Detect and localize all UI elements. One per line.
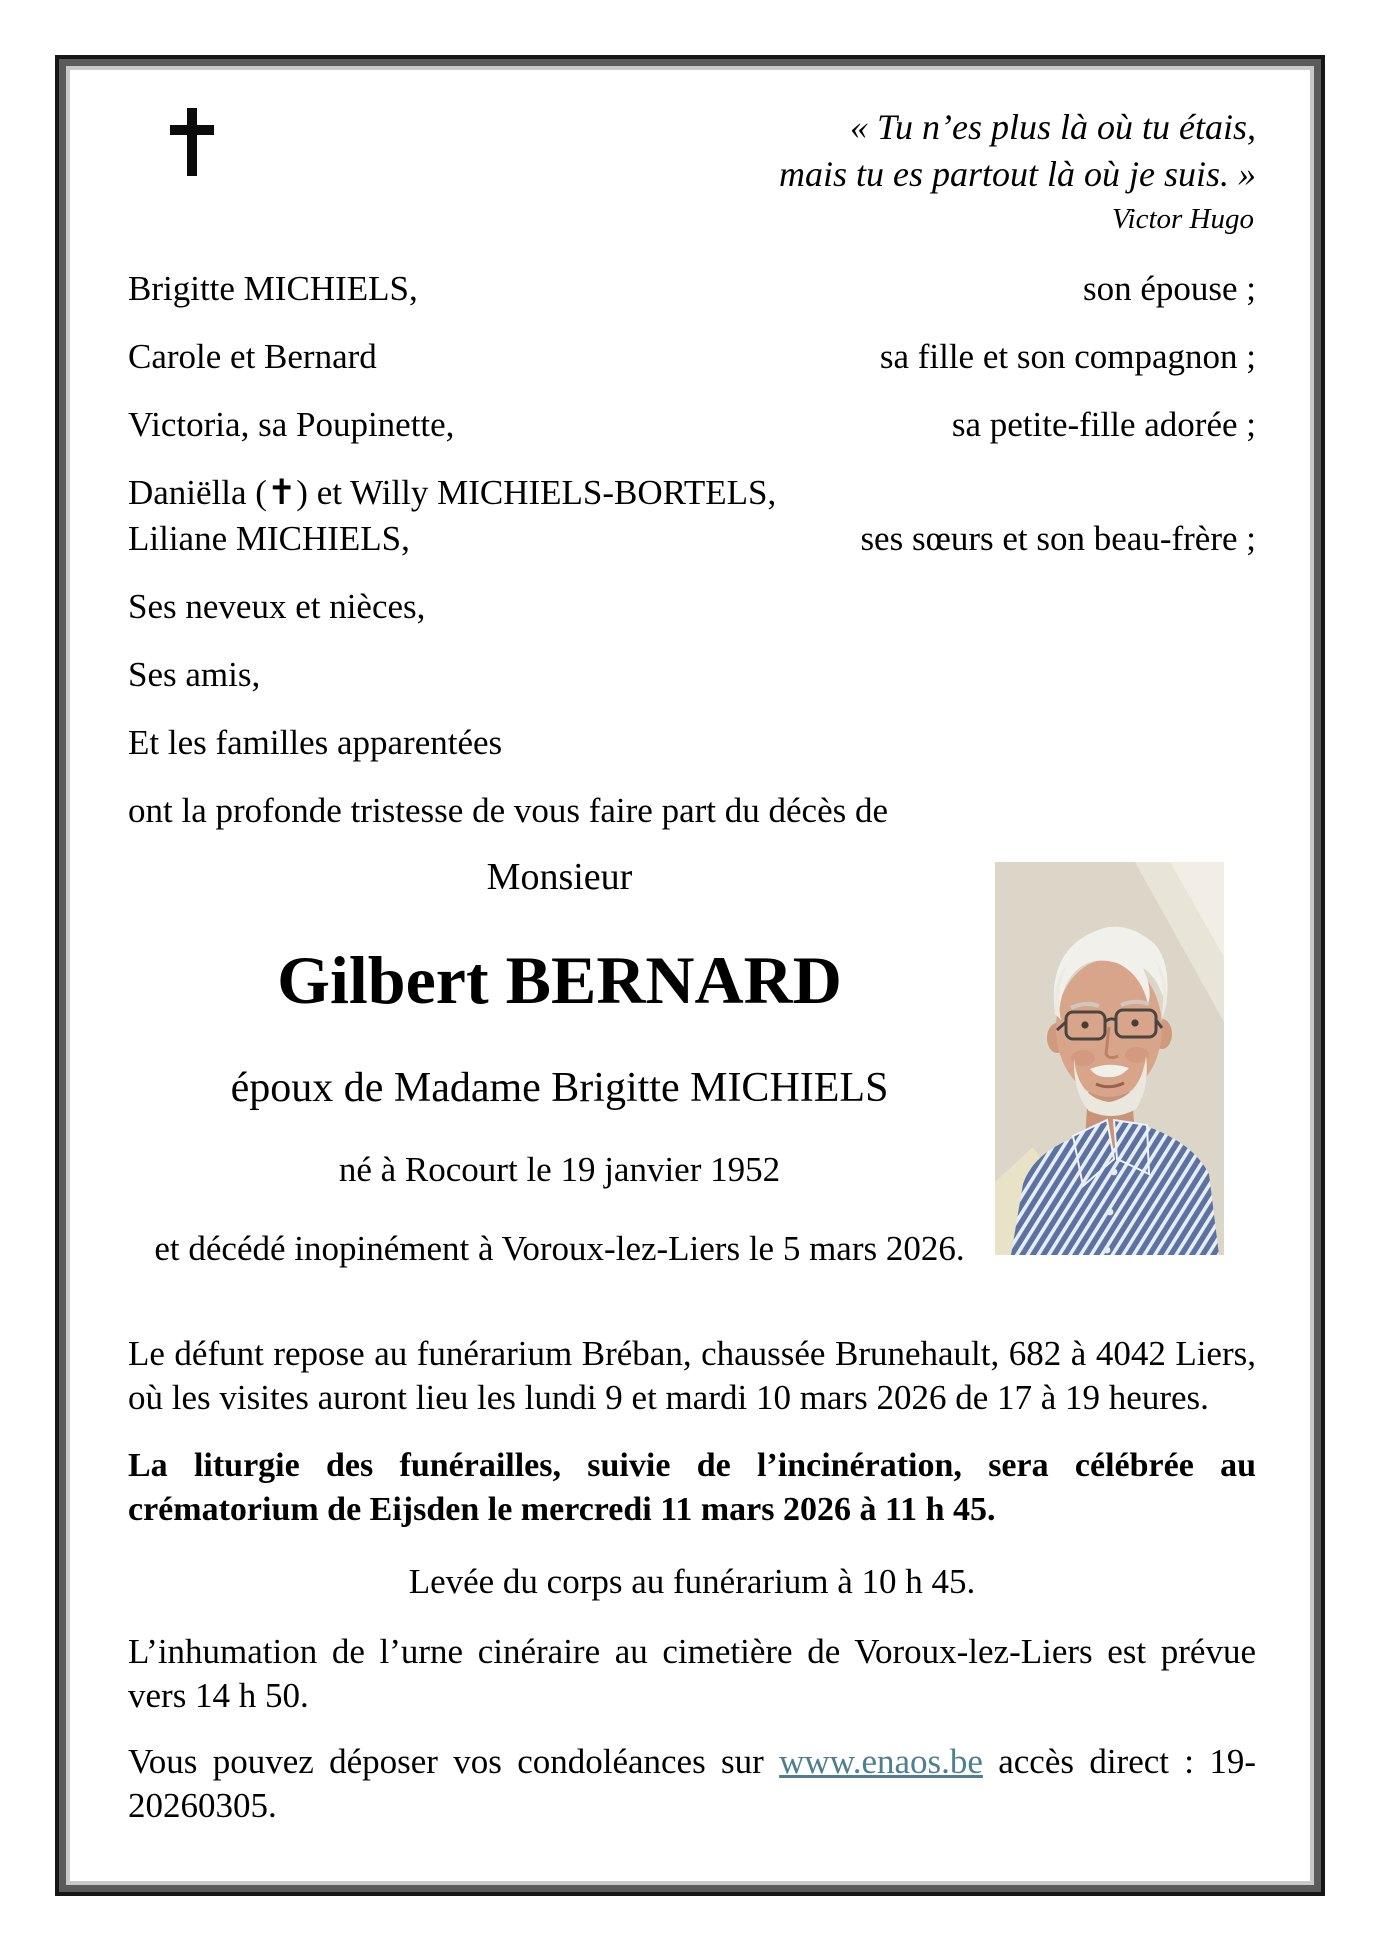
quote-line-1: « Tu n’es plus là où tu étais, bbox=[849, 107, 1256, 147]
cross-icon bbox=[170, 108, 214, 178]
mourner-row bbox=[128, 584, 1256, 630]
mourner-row bbox=[128, 402, 1256, 448]
mourner-name: Ses neveux et nièces, bbox=[128, 587, 426, 626]
deceased-title: Monsieur bbox=[486, 856, 633, 898]
repose-paragraph: Le défunt repose au funérarium Bréban, chaussée Brunehault, 682 à 4042 Liers, où les visites auront lieu les lundi 9 et mardi 10 mars 2026 de 17 à 19 heures. bbox=[128, 1334, 1256, 1417]
mourner-name: Brigitte MICHIELS, bbox=[128, 269, 418, 308]
announcement-line: ont la profonde tristesse de vous faire part du décès de bbox=[128, 791, 889, 830]
portrait-photo bbox=[995, 862, 1224, 1255]
condolences-prefix: Vous pouvez déposer vos condoléances sur bbox=[128, 1742, 780, 1781]
mourner-relation: son épouse ; bbox=[1082, 269, 1256, 308]
mourner-relation: ses sœurs et son beau-frère ; bbox=[860, 519, 1256, 558]
mourner-relation: sa petite-fille adorée ; bbox=[951, 405, 1256, 444]
mourner-name: Et les familles apparentées bbox=[128, 723, 503, 762]
spouse-line: époux de Madame Brigitte MICHIELS bbox=[230, 1065, 889, 1111]
mourner-row bbox=[128, 652, 1256, 698]
quote-block bbox=[779, 104, 1256, 236]
mourner-relation: sa fille et son compagnon ; bbox=[879, 337, 1256, 376]
mourner-name: Victoria, sa Poupinette, bbox=[128, 405, 455, 444]
birth-line: né à Rocourt le 19 janvier 1952 bbox=[338, 1150, 781, 1189]
mourner-name: Ses amis, bbox=[128, 655, 261, 694]
mourners-list bbox=[128, 266, 1256, 834]
condolences-suffix: accès direct : 19-20260305. bbox=[128, 1742, 1257, 1825]
deceased-section bbox=[128, 854, 1256, 1272]
header bbox=[128, 102, 1256, 236]
memorial-card bbox=[70, 70, 1310, 1881]
levee-line: Levée du corps au funérarium à 10 h 45. bbox=[408, 1562, 976, 1601]
condolences-paragraph bbox=[128, 1740, 1256, 1828]
quote-author: Victor Hugo bbox=[1111, 203, 1254, 235]
inhumation-paragraph: L’inhumation de l’urne cinéraire au cimetière de Voroux-lez-Liers est prévue vers 14 h 50. bbox=[128, 1632, 1256, 1715]
mourner-row bbox=[128, 720, 1256, 766]
mourner-name: Liliane MICHIELS, bbox=[128, 519, 410, 558]
page-frame bbox=[55, 55, 1325, 1896]
mourner-row-double bbox=[128, 470, 1256, 562]
mourner-name: Daniëlla (✝) et Willy MICHIELS-BORTELS, bbox=[128, 473, 777, 512]
quote-line-2: mais tu es partout là où je suis. » bbox=[778, 154, 1256, 194]
mourner-row bbox=[128, 334, 1256, 380]
liturgie-paragraph: La liturgie des funérailles, suivie de l’incinération, sera célébrée au crématorium de Eijsden le mercredi 11 mars 2026 à 11 h 45. bbox=[128, 1447, 1256, 1528]
mourner-name: Carole et Bernard bbox=[128, 337, 377, 376]
mourner-row bbox=[128, 266, 1256, 312]
death-line: et décédé inopinément à Voroux-lez-Liers le 5 mars 2026. bbox=[154, 1229, 965, 1268]
deceased-name: Gilbert BERNARD bbox=[277, 942, 842, 1018]
enaos-link[interactable]: www.enaos.be bbox=[779, 1742, 983, 1781]
